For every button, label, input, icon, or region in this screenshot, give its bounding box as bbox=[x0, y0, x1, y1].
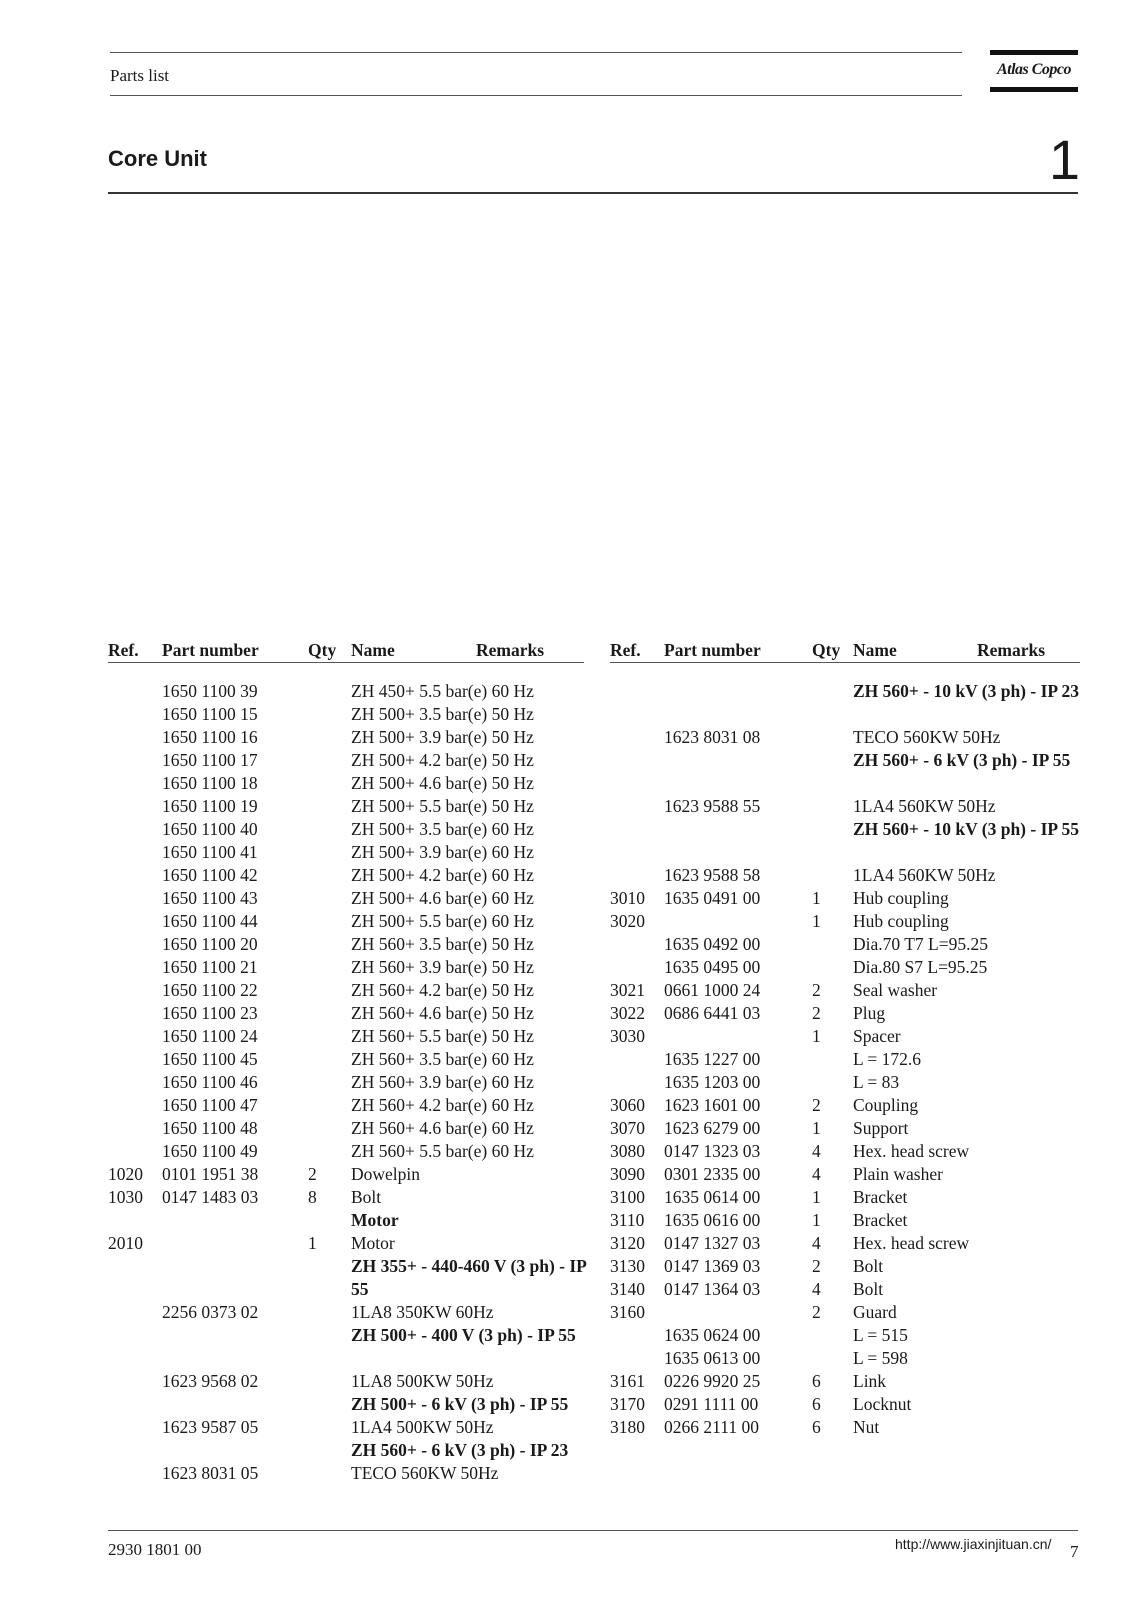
header-remarks: Remarks bbox=[476, 640, 545, 660]
table-row bbox=[610, 1186, 1080, 1209]
table-row bbox=[610, 1324, 1080, 1347]
part-number-cell: 1650 1100 44 bbox=[162, 911, 258, 931]
header-rule-bottom bbox=[110, 95, 962, 96]
name-cell: 1LA4 560KW 50Hz bbox=[853, 865, 996, 885]
name-cell: ZH 560+ 3.9 bar(e) 60 Hz bbox=[351, 1072, 534, 1092]
table-header bbox=[108, 640, 584, 663]
table-row bbox=[610, 1416, 1080, 1439]
footer-rule bbox=[108, 1530, 1078, 1531]
name-cell: 1LA8 500KW 50Hz bbox=[351, 1371, 494, 1391]
table-row bbox=[108, 726, 584, 749]
qty-cell: 4 bbox=[812, 1164, 821, 1184]
name-cell: ZH 500+ 4.2 bar(e) 50 Hz bbox=[351, 750, 534, 770]
qty-cell: 6 bbox=[812, 1417, 821, 1437]
header-name: Name bbox=[351, 640, 395, 660]
part-number-cell: 0147 1364 03 bbox=[664, 1279, 761, 1299]
name-cell: Dowelpin bbox=[351, 1164, 421, 1184]
table-row bbox=[108, 749, 584, 772]
name-cell: ZH 500+ 5.5 bar(e) 50 Hz bbox=[351, 796, 534, 816]
name-cell: L = 598 bbox=[853, 1348, 908, 1368]
name-cell: ZH 500+ 3.9 bar(e) 60 Hz bbox=[351, 842, 534, 862]
table-row bbox=[108, 1186, 584, 1209]
name-cell: L = 515 bbox=[853, 1325, 908, 1345]
table-row bbox=[108, 864, 584, 887]
part-number-cell: 1650 1100 47 bbox=[162, 1095, 258, 1115]
header-qty: Qty bbox=[812, 640, 841, 660]
name-cell: Seal washer bbox=[853, 980, 938, 1000]
name-cell: ZH 560+ 4.2 bar(e) 50 Hz bbox=[351, 980, 534, 1000]
table-row bbox=[610, 1393, 1080, 1416]
table-body bbox=[610, 680, 1080, 1439]
part-number-cell: 1623 9588 55 bbox=[664, 796, 761, 816]
qty-cell: 4 bbox=[812, 1233, 821, 1253]
name-cell: ZH 560+ 4.2 bar(e) 60 Hz bbox=[351, 1095, 534, 1115]
table-row bbox=[610, 1370, 1080, 1393]
qty-cell: 4 bbox=[812, 1279, 821, 1299]
name-cell: Bracket bbox=[853, 1210, 908, 1230]
name-cell: Coupling bbox=[853, 1095, 919, 1115]
name-cell: Motor bbox=[351, 1233, 395, 1253]
ref-cell: 1020 bbox=[108, 1164, 143, 1184]
atlas-copco-logo bbox=[990, 50, 1078, 94]
ref-cell: 3140 bbox=[610, 1279, 645, 1299]
name-cell: Spacer bbox=[853, 1026, 901, 1046]
name-cell: ZH 560+ - 6 kV (3 ph) - IP 23 bbox=[351, 1440, 569, 1460]
table-row bbox=[108, 1255, 584, 1301]
ref-cell: 3021 bbox=[610, 980, 645, 1000]
table-row bbox=[610, 1209, 1080, 1232]
part-number-cell: 2256 0373 02 bbox=[162, 1302, 259, 1322]
table-row bbox=[610, 1117, 1080, 1140]
name-cell: Dia.80 S7 L=95.25 bbox=[853, 957, 988, 977]
qty-cell: 1 bbox=[812, 911, 821, 931]
ref-cell: 3080 bbox=[610, 1141, 645, 1161]
table-row bbox=[108, 1324, 584, 1370]
name-cell: Nut bbox=[853, 1417, 880, 1437]
part-number-cell: 1650 1100 16 bbox=[162, 727, 258, 747]
table-row bbox=[610, 1232, 1080, 1255]
table-row bbox=[610, 1347, 1080, 1370]
name-cell: ZH 560+ 4.6 bar(e) 50 Hz bbox=[351, 1003, 534, 1023]
table-row bbox=[108, 841, 584, 864]
table-row bbox=[108, 1002, 584, 1025]
part-number-cell: 1623 8031 05 bbox=[162, 1463, 259, 1483]
ref-cell: 3022 bbox=[610, 1003, 645, 1023]
name-cell: ZH 560+ 5.5 bar(e) 60 Hz bbox=[351, 1141, 534, 1161]
part-number-cell: 1650 1100 22 bbox=[162, 980, 258, 1000]
table-row bbox=[610, 864, 1080, 887]
document-number: 2930 1801 00 bbox=[108, 1540, 202, 1559]
name-cell: L = 172.6 bbox=[853, 1049, 922, 1069]
part-number-cell: 1650 1100 46 bbox=[162, 1072, 258, 1092]
table-row bbox=[610, 933, 1080, 956]
name-cell: ZH 560+ 4.6 bar(e) 60 Hz bbox=[351, 1118, 534, 1138]
table-row bbox=[108, 933, 584, 956]
part-number-cell: 1650 1100 19 bbox=[162, 796, 258, 816]
part-number-cell: 1635 0495 00 bbox=[664, 957, 761, 977]
ref-cell: 3160 bbox=[610, 1302, 645, 1322]
table-row bbox=[108, 1140, 584, 1163]
ref-cell: 3120 bbox=[610, 1233, 645, 1253]
name-cell: Plug bbox=[853, 1003, 886, 1023]
ref-cell: 3110 bbox=[610, 1210, 645, 1230]
part-number-cell: 1623 6279 00 bbox=[664, 1118, 761, 1138]
table-row bbox=[108, 1163, 584, 1186]
table-row bbox=[108, 703, 584, 726]
part-number-cell: 0301 2335 00 bbox=[664, 1164, 761, 1184]
table-row bbox=[108, 818, 584, 841]
name-cell: L = 83 bbox=[853, 1072, 900, 1092]
name-cell: ZH 500+ 3.5 bar(e) 60 Hz bbox=[351, 819, 534, 839]
part-number-cell: 1650 1100 40 bbox=[162, 819, 258, 839]
name-cell: Locknut bbox=[853, 1394, 912, 1414]
qty-cell: 1 bbox=[812, 1187, 821, 1207]
part-number-cell: 0147 1327 03 bbox=[664, 1233, 761, 1253]
qty-cell: 1 bbox=[308, 1233, 317, 1253]
ref-cell: 3010 bbox=[610, 888, 645, 908]
table-row bbox=[108, 1439, 584, 1462]
name-cell: Bolt bbox=[853, 1279, 884, 1299]
name-cell: ZH 560+ 3.5 bar(e) 50 Hz bbox=[351, 934, 534, 954]
ref-cell: 3060 bbox=[610, 1095, 645, 1115]
ref-cell: 3100 bbox=[610, 1187, 645, 1207]
header-ref: Ref. bbox=[108, 640, 139, 660]
table-row bbox=[108, 910, 584, 933]
name-cell: ZH 500+ - 6 kV (3 ph) - IP 55 bbox=[351, 1394, 569, 1414]
header-name: Name bbox=[853, 640, 897, 660]
part-number-cell: 1623 8031 08 bbox=[664, 727, 761, 747]
ref-cell: 3161 bbox=[610, 1371, 645, 1391]
name-cell: Bolt bbox=[853, 1256, 884, 1276]
table-row bbox=[108, 795, 584, 818]
table-row bbox=[610, 818, 1080, 864]
name-cell: ZH 560+ - 6 kV (3 ph) - IP 55 bbox=[853, 750, 1071, 770]
part-number-cell: 1650 1100 45 bbox=[162, 1049, 258, 1069]
table-row bbox=[108, 1094, 584, 1117]
part-number-cell: 0147 1483 03 bbox=[162, 1187, 259, 1207]
qty-cell: 2 bbox=[812, 1256, 821, 1276]
parts-table-left bbox=[108, 640, 584, 1485]
part-number-cell: 1650 1100 43 bbox=[162, 888, 258, 908]
header-qty: Qty bbox=[308, 640, 337, 660]
table-row bbox=[108, 1301, 584, 1324]
name-cell: ZH 500+ - 400 V (3 ph) - IP 55 bbox=[351, 1325, 576, 1345]
part-number-cell: 1650 1100 17 bbox=[162, 750, 258, 770]
name-cell: 1LA4 500KW 50Hz bbox=[351, 1417, 494, 1437]
table-row bbox=[108, 1232, 584, 1255]
table-row bbox=[108, 1416, 584, 1439]
table-row bbox=[610, 887, 1080, 910]
part-number-cell: 0291 1111 00 bbox=[664, 1394, 759, 1414]
qty-cell: 1 bbox=[812, 1118, 821, 1138]
table-row bbox=[610, 680, 1080, 726]
name-cell: Dia.70 T7 L=95.25 bbox=[853, 934, 988, 954]
name-cell: ZH 500+ 4.2 bar(e) 60 Hz bbox=[351, 865, 534, 885]
ref-cell: 2010 bbox=[108, 1233, 143, 1253]
qty-cell: 6 bbox=[812, 1371, 821, 1391]
name-cell: Hex. head screw bbox=[853, 1141, 970, 1161]
part-number-cell: 1650 1100 42 bbox=[162, 865, 258, 885]
name-cell: Motor bbox=[351, 1210, 399, 1230]
ref-cell: 3070 bbox=[610, 1118, 645, 1138]
table-row bbox=[610, 1301, 1080, 1324]
qty-cell: 6 bbox=[812, 1394, 821, 1414]
part-number-cell: 0147 1323 03 bbox=[664, 1141, 761, 1161]
ref-cell: 3130 bbox=[610, 1256, 645, 1276]
name-cell: ZH 355+ - 440-460 V (3 ph) - IP 55 bbox=[351, 1256, 586, 1299]
table-row bbox=[108, 680, 584, 703]
name-cell: TECO 560KW 50Hz bbox=[351, 1463, 499, 1483]
table-row bbox=[108, 1048, 584, 1071]
part-number-cell: 1650 1100 24 bbox=[162, 1026, 258, 1046]
name-cell: Bolt bbox=[351, 1187, 382, 1207]
table-row bbox=[108, 772, 584, 795]
table-row bbox=[610, 1048, 1080, 1071]
table-row bbox=[610, 1255, 1080, 1278]
name-cell: ZH 560+ - 10 kV (3 ph) - IP 55 bbox=[853, 819, 1079, 839]
name-cell: ZH 560+ - 10 kV (3 ph) - IP 23 bbox=[853, 681, 1079, 701]
table-row bbox=[610, 1094, 1080, 1117]
table-header bbox=[610, 640, 1080, 663]
table-row bbox=[108, 887, 584, 910]
table-row bbox=[610, 1163, 1080, 1186]
part-number-cell: 1650 1100 49 bbox=[162, 1141, 258, 1161]
header-part-number: Part number bbox=[664, 640, 761, 660]
part-number-cell: 1650 1100 39 bbox=[162, 681, 258, 701]
logo-text: Atlas Copco bbox=[996, 61, 1072, 78]
table-row bbox=[108, 979, 584, 1002]
table-row bbox=[610, 1002, 1080, 1025]
ref-cell: 3020 bbox=[610, 911, 645, 931]
qty-cell: 1 bbox=[812, 888, 821, 908]
table-row bbox=[610, 726, 1080, 749]
qty-cell: 2 bbox=[812, 1003, 821, 1023]
qty-cell: 2 bbox=[308, 1164, 317, 1184]
title-rule bbox=[108, 192, 1078, 194]
table-row bbox=[610, 1278, 1080, 1301]
name-cell: 1LA8 350KW 60Hz bbox=[351, 1302, 494, 1322]
header-rule-top bbox=[110, 52, 962, 53]
footer-url[interactable]: http://www.jiaxinjituan.cn/ bbox=[895, 1536, 1052, 1552]
part-number-cell: 1635 0616 00 bbox=[664, 1210, 761, 1230]
name-cell: Link bbox=[853, 1371, 887, 1391]
table-row bbox=[610, 956, 1080, 979]
table-row bbox=[108, 1071, 584, 1094]
name-cell: ZH 500+ 4.6 bar(e) 50 Hz bbox=[351, 773, 534, 793]
name-cell: Support bbox=[853, 1118, 909, 1138]
part-number-cell: 0266 2111 00 bbox=[664, 1417, 759, 1437]
qty-cell: 1 bbox=[812, 1210, 821, 1230]
ref-cell: 1030 bbox=[108, 1187, 143, 1207]
part-number-cell: 1635 0624 00 bbox=[664, 1325, 761, 1345]
parts-table-right bbox=[610, 640, 1080, 1439]
qty-cell: 4 bbox=[812, 1141, 821, 1161]
name-cell: ZH 560+ 3.5 bar(e) 60 Hz bbox=[351, 1049, 534, 1069]
part-number-cell: 1650 1100 48 bbox=[162, 1118, 258, 1138]
part-number-cell: 0147 1369 03 bbox=[664, 1256, 761, 1276]
name-cell: 1LA4 560KW 50Hz bbox=[853, 796, 996, 816]
part-number-cell: 1635 0492 00 bbox=[664, 934, 761, 954]
header-part-number: Part number bbox=[162, 640, 259, 660]
ref-cell: 3180 bbox=[610, 1417, 645, 1437]
ref-cell: 3090 bbox=[610, 1164, 645, 1184]
name-cell: Hex. head screw bbox=[853, 1233, 970, 1253]
ref-cell: 3030 bbox=[610, 1026, 645, 1046]
page-title: Core Unit bbox=[108, 146, 207, 171]
ref-cell: 3170 bbox=[610, 1394, 645, 1414]
part-number-cell: 1635 0491 00 bbox=[664, 888, 761, 908]
part-number-cell: 1635 1203 00 bbox=[664, 1072, 761, 1092]
section-label: Parts list bbox=[110, 66, 170, 85]
part-number-cell: 1623 9587 05 bbox=[162, 1417, 259, 1437]
table-row bbox=[610, 979, 1080, 1002]
part-number-cell: 0686 6441 03 bbox=[664, 1003, 761, 1023]
table-row bbox=[610, 1025, 1080, 1048]
name-cell: Hub coupling bbox=[853, 911, 949, 931]
table-row bbox=[610, 1071, 1080, 1094]
part-number-cell: 1650 1100 20 bbox=[162, 934, 258, 954]
part-number-cell: 0101 1951 38 bbox=[162, 1164, 259, 1184]
part-number-cell: 1635 0614 00 bbox=[664, 1187, 761, 1207]
name-cell: ZH 500+ 4.6 bar(e) 60 Hz bbox=[351, 888, 534, 908]
part-number-cell: 1650 1100 41 bbox=[162, 842, 258, 862]
name-cell: ZH 500+ 5.5 bar(e) 60 Hz bbox=[351, 911, 534, 931]
name-cell: Guard bbox=[853, 1302, 897, 1322]
name-cell: Hub coupling bbox=[853, 888, 949, 908]
name-cell: ZH 500+ 3.5 bar(e) 50 Hz bbox=[351, 704, 534, 724]
table-row bbox=[108, 956, 584, 979]
header-remarks: Remarks bbox=[977, 640, 1046, 660]
name-cell: ZH 560+ 5.5 bar(e) 50 Hz bbox=[351, 1026, 534, 1046]
name-cell: Plain washer bbox=[853, 1164, 943, 1184]
chapter-number: 1 bbox=[1048, 128, 1080, 191]
part-number-cell: 1650 1100 18 bbox=[162, 773, 258, 793]
table-body bbox=[108, 680, 584, 1485]
qty-cell: 2 bbox=[812, 980, 821, 1000]
table-row bbox=[610, 910, 1080, 933]
qty-cell: 8 bbox=[308, 1187, 317, 1207]
qty-cell: 2 bbox=[812, 1302, 821, 1322]
table-row bbox=[108, 1025, 584, 1048]
part-number-cell: 1623 9588 58 bbox=[664, 865, 761, 885]
part-number-cell: 1635 0613 00 bbox=[664, 1348, 761, 1368]
header-ref: Ref. bbox=[610, 640, 641, 660]
part-number-cell: 1623 9568 02 bbox=[162, 1371, 259, 1391]
qty-cell: 2 bbox=[812, 1095, 821, 1115]
page-number: 7 bbox=[1070, 1542, 1079, 1561]
part-number-cell: 0226 9920 25 bbox=[664, 1371, 761, 1391]
name-cell: ZH 560+ 3.9 bar(e) 50 Hz bbox=[351, 957, 534, 977]
part-number-cell: 1650 1100 15 bbox=[162, 704, 258, 724]
table-row bbox=[610, 795, 1080, 818]
table-row bbox=[610, 749, 1080, 795]
name-cell: ZH 500+ 3.9 bar(e) 50 Hz bbox=[351, 727, 534, 747]
part-number-cell: 1623 1601 00 bbox=[664, 1095, 761, 1115]
table-row bbox=[108, 1117, 584, 1140]
part-number-cell: 1650 1100 21 bbox=[162, 957, 258, 977]
name-cell: ZH 450+ 5.5 bar(e) 60 Hz bbox=[351, 681, 534, 701]
part-number-cell: 1635 1227 00 bbox=[664, 1049, 761, 1069]
qty-cell: 1 bbox=[812, 1026, 821, 1046]
table-row bbox=[108, 1462, 584, 1485]
part-number-cell: 0661 1000 24 bbox=[664, 980, 761, 1000]
table-row bbox=[610, 1140, 1080, 1163]
name-cell: TECO 560KW 50Hz bbox=[853, 727, 1001, 747]
table-row bbox=[108, 1209, 584, 1232]
table-row bbox=[108, 1393, 584, 1416]
table-row bbox=[108, 1370, 584, 1393]
name-cell: Bracket bbox=[853, 1187, 908, 1207]
part-number-cell: 1650 1100 23 bbox=[162, 1003, 258, 1023]
